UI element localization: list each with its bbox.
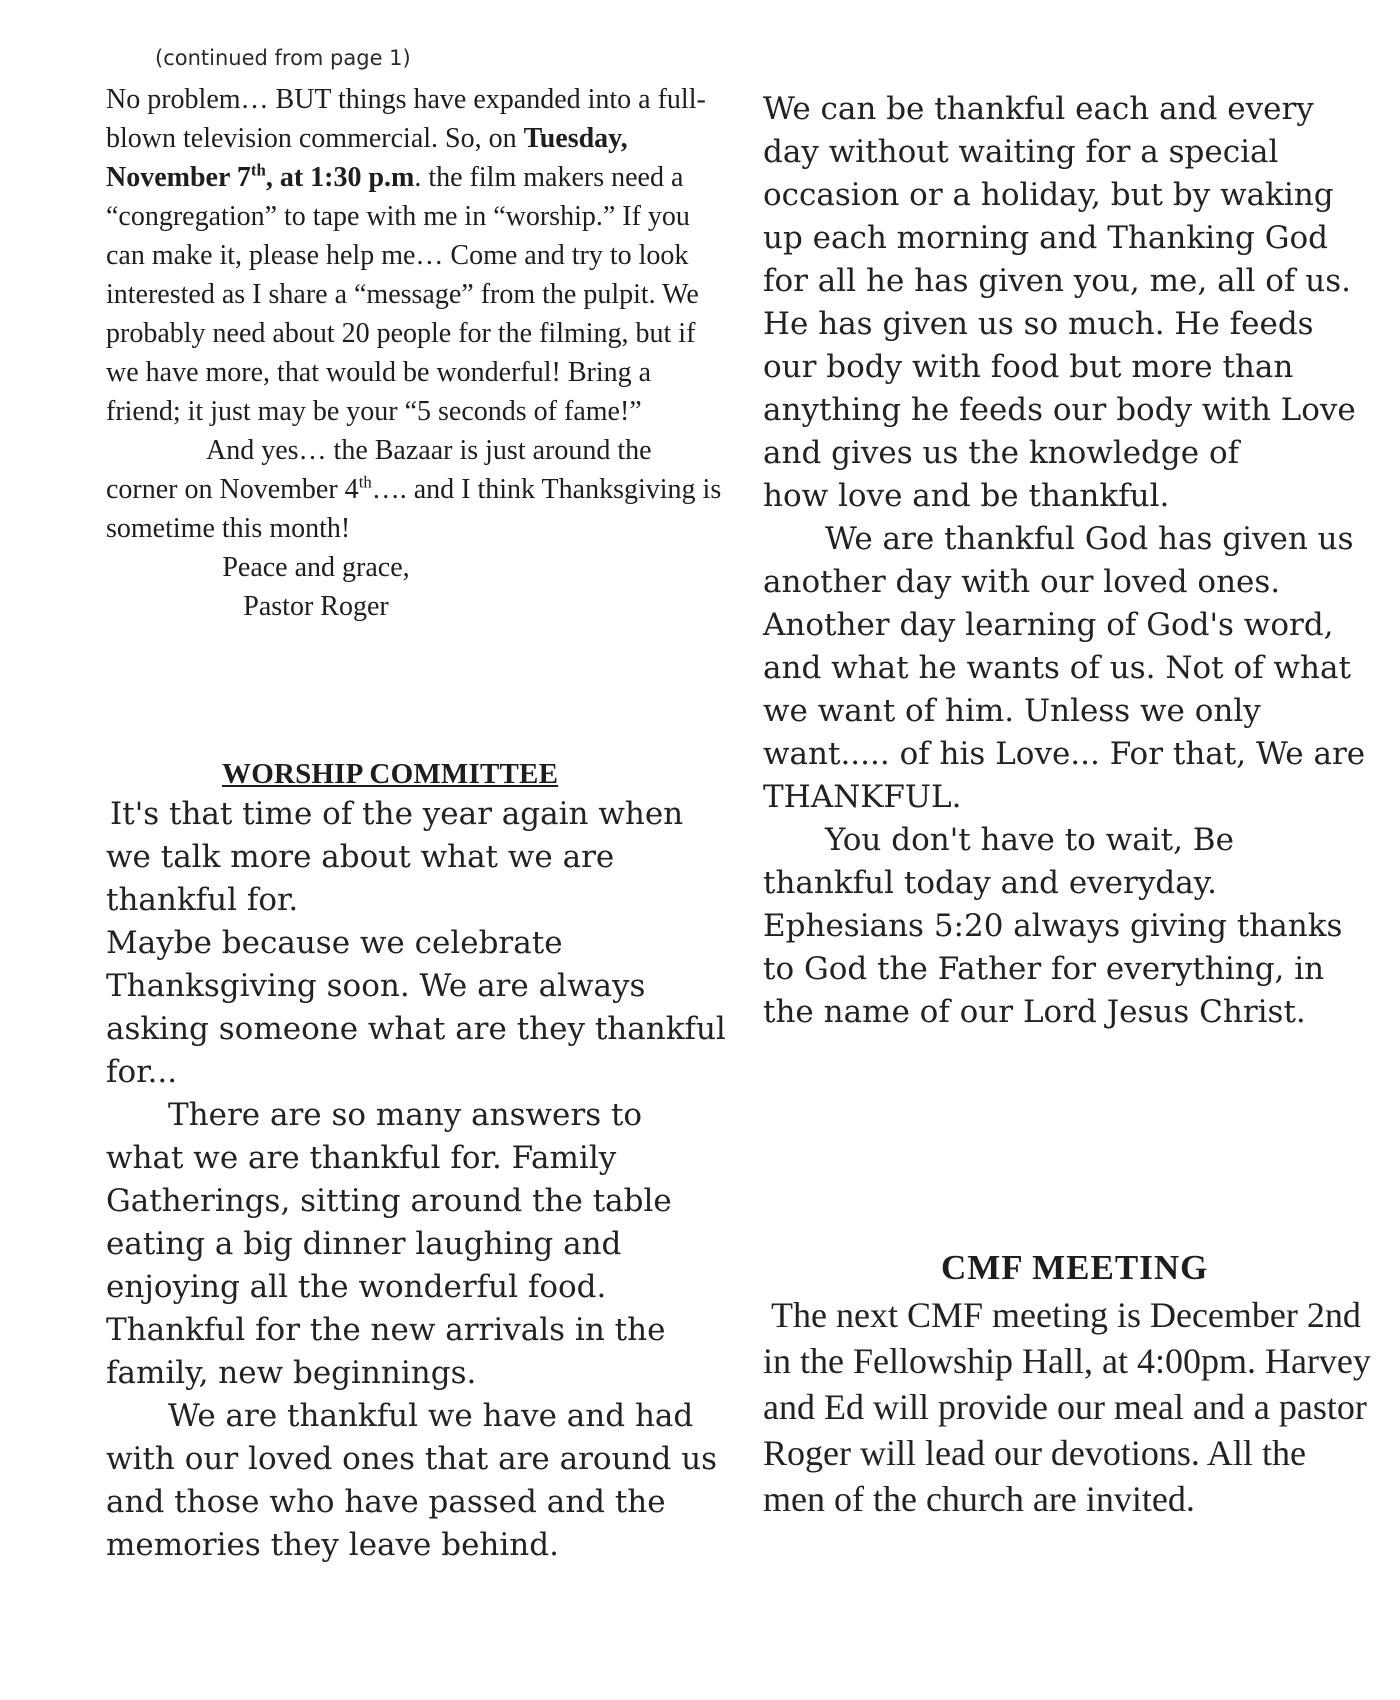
pastor-letter-text: No problem… BUT things have expanded into a full-blown television commercial. So, on	[106, 84, 706, 154]
continued-note: (continued from page 1)	[155, 46, 411, 70]
worship-paragraph: We are thankful God has given us another day with our loved ones. Another day learning of God's word, and what he wants of us. Not of what we want of him. Unless we only want..... of his Love... For that, We are THANKFUL.	[763, 521, 1366, 815]
worship-paragraph: how love and be thankful.	[763, 478, 1170, 514]
worship-paragraph: You don't have to wait, Be thankful today and everyday. Ephesians 5:20 always giving thanks to God the Father for everything, in the name of our Lord Jesus Christ.	[763, 822, 1343, 1030]
worship-committee-continued	[763, 88, 1373, 1034]
cmf-meeting-body	[763, 1292, 1373, 1522]
worship-committee-body	[106, 793, 726, 1567]
pastor-letter-paragraph-2: And yes… the Bazaar is just around the corner on November 4th…. and I think Thanksgiving is sometime this month!	[106, 435, 722, 544]
pastor-letter	[106, 80, 726, 626]
pastor-closing: Peace and grace,	[222, 552, 410, 583]
worship-committee-heading: WORSHIP COMMITTEE	[222, 758, 559, 790]
worship-paragraph: It's that time of the year again when we talk more about what we are thankful for.	[106, 796, 684, 918]
pastor-letter-text: . the film makers need a “congregation” to tape with me in “worship.” If you can make it, please help me… Come and try to look interested as I share a “message” from the pulpit. We probably need about 20 people for the filming, but if we have more, that would be wonderful! Bring a friend; it just may be your “5 seconds of fame!”	[106, 162, 699, 427]
pastor-signature: Pastor Roger	[243, 591, 389, 622]
worship-paragraph: We can be thankful each and every day without waiting for a special occasion or a holiday, but by waking up each morning and Thanking God for all he has given you, me, all of us. He has given us so much. He feeds our body with food but more than anything he feeds our body with Love and gives us the knowledge of	[763, 91, 1356, 471]
cmf-meeting-heading: CMF MEETING	[941, 1248, 1209, 1287]
cmf-paragraph: The next CMF meeting is December 2nd in the Fellowship Hall, at 4:00pm. Harvey and Ed will provide our meal and a pastor Roger will lead our devotions. All the men of the church are invited.	[763, 1295, 1371, 1519]
worship-paragraph: We are thankful we have and had with our loved ones that are around us and those who have passed and the memories they leave behind.	[106, 1398, 718, 1563]
worship-paragraph: Maybe because we celebrate Thanksgiving soon. We are always asking someone what are they thankful for...	[106, 925, 726, 1090]
worship-paragraph: There are so many answers to what we are thankful for. Family Gatherings, sitting around the table eating a big dinner laughing and enjoying all the wonderful food. Thankful for the new arrivals in the family, new beginnings.	[106, 1097, 672, 1391]
filming-date: Tuesday, November 7th, at 1:30 p.m	[106, 123, 628, 193]
pastor-letter-paragraph-1	[106, 80, 726, 431]
